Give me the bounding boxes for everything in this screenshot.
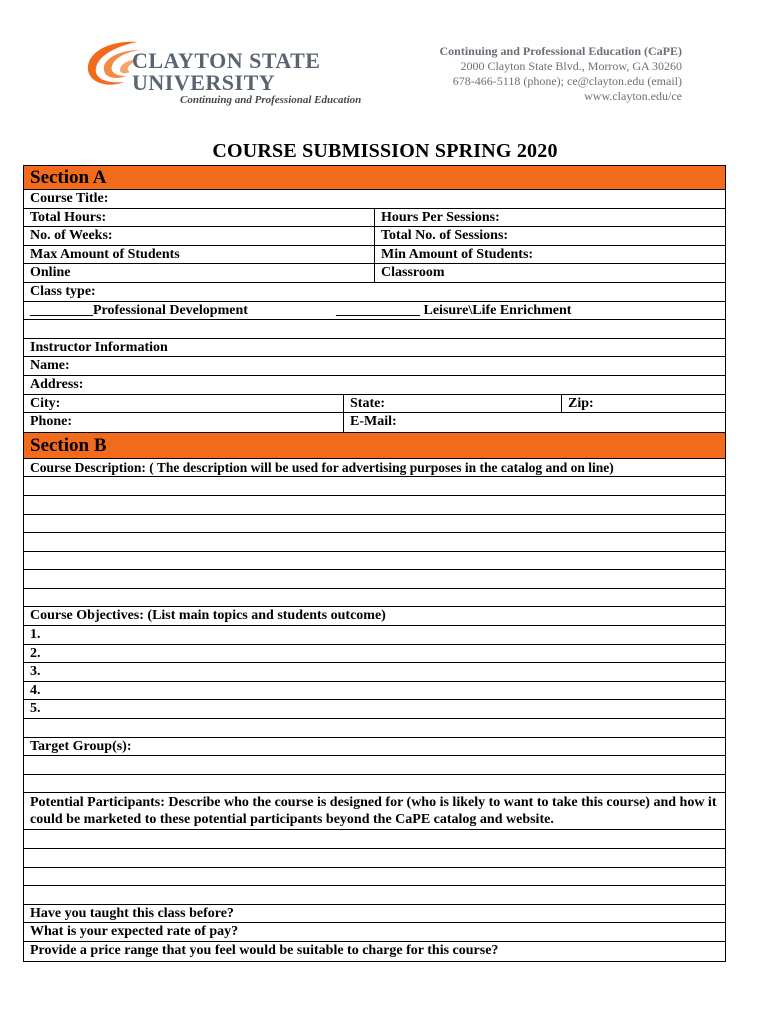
logo-line-1: CLAYTON STATE (132, 48, 321, 73)
objective-number: 1. (30, 627, 41, 643)
course-objectives-label: Course Objectives: (List main topics and students outcome) (30, 608, 386, 624)
objective-number: 3. (30, 664, 41, 680)
course-title-label: Course Title: (30, 191, 109, 206)
logo-tagline: Continuing and Professional Education (180, 94, 362, 106)
objective-item[interactable] (24, 682, 725, 701)
objective-number: 2. (30, 645, 41, 661)
city-state-zip-row (24, 395, 725, 414)
city-field[interactable]: City: (30, 395, 61, 411)
taught-before-row[interactable] (24, 905, 725, 924)
total-sessions-field[interactable]: Total No. of Sessions: (374, 227, 725, 245)
clayton-state-logo (82, 36, 362, 108)
name-row[interactable] (24, 357, 725, 376)
course-description-row (24, 459, 725, 478)
course-description-label: Course Description: ( The description will be used for advertising purposes in the catalog and on line) (30, 459, 614, 475)
blank-row (24, 775, 725, 794)
objective-number: 4. (30, 682, 41, 698)
course-submission-form (23, 165, 726, 962)
description-line[interactable] (24, 589, 725, 608)
description-line[interactable] (24, 477, 725, 496)
potential-participants-label: Potential Participants: Describe who the course is designed for (who is likely to want to take this course) and how it could be marketed to these potential participants beyond the CaPE catalog and website. (30, 795, 717, 828)
target-groups-label: Target Group(s): (30, 738, 132, 754)
description-line[interactable] (24, 496, 725, 515)
logo-line-2: UNIVERSITY (132, 70, 276, 95)
course-objectives-row (24, 607, 725, 626)
blank-row (24, 320, 725, 339)
instructor-info-row (24, 339, 725, 358)
section-a-heading: Section A (24, 166, 725, 190)
delivery-row (24, 264, 725, 283)
leisure-enrichment-option[interactable]: ____________ Leisure\Life Enrichment (336, 302, 572, 318)
hours-row (24, 209, 725, 228)
name-label: Name: (30, 358, 70, 374)
objective-item[interactable] (24, 700, 725, 719)
potential-participants-row (24, 793, 725, 830)
expected-rate-label: What is your expected rate of pay? (30, 924, 239, 940)
online-option[interactable]: Online (30, 265, 71, 281)
objective-item[interactable] (24, 626, 725, 645)
taught-before-label: Have you taught this class before? (30, 905, 234, 921)
class-type-label: Class type: (30, 283, 96, 299)
hours-per-sessions-field[interactable]: Hours Per Sessions: (374, 209, 725, 227)
contact-address: 2000 Clayton State Blvd., Morrow, GA 30260 (460, 59, 682, 73)
blank-row (24, 719, 725, 738)
objective-item[interactable] (24, 645, 725, 664)
state-field[interactable]: State: (343, 395, 562, 413)
address-row[interactable] (24, 376, 725, 395)
objective-item[interactable] (24, 663, 725, 682)
participants-line[interactable] (24, 830, 725, 849)
weeks-row (24, 227, 725, 246)
description-line[interactable] (24, 570, 725, 589)
participants-line[interactable] (24, 868, 725, 887)
professional-development-option[interactable]: _________Professional Development (30, 302, 248, 318)
expected-rate-row[interactable] (24, 923, 725, 942)
zip-field[interactable]: Zip: (561, 395, 725, 413)
class-type-options-row (24, 302, 725, 321)
document-title: COURSE SUBMISSION SPRING 2020 (212, 140, 558, 162)
instructor-info-label: Instructor Information (30, 339, 168, 355)
section-b-heading: Section B (24, 432, 725, 459)
objective-number: 5. (30, 701, 41, 717)
participants-line[interactable] (24, 886, 725, 905)
max-students-field[interactable]: Max Amount of Students (30, 246, 180, 262)
students-row (24, 246, 725, 265)
contact-website: www.clayton.edu/ce (584, 89, 682, 103)
participants-line[interactable] (24, 849, 725, 868)
price-range-label: Provide a price range that you feel would be suitable to charge for this course? (30, 942, 499, 958)
description-line[interactable] (24, 515, 725, 534)
contact-phone-email: 678-466-5118 (phone); ce@clayton.edu (email) (452, 74, 682, 88)
contact-block (440, 44, 683, 104)
description-line[interactable] (24, 552, 725, 571)
target-groups-line[interactable] (24, 756, 725, 775)
description-line[interactable] (24, 533, 725, 552)
class-type-row (24, 283, 725, 302)
no-of-weeks-field[interactable]: No. of Weeks: (30, 228, 113, 244)
phone-field[interactable]: Phone: (30, 414, 72, 430)
address-label: Address: (30, 376, 84, 392)
total-hours-field[interactable]: Total Hours: (30, 209, 107, 225)
email-field[interactable]: E-Mail: (343, 413, 725, 432)
course-title-row[interactable] (24, 190, 725, 209)
min-students-field[interactable]: Min Amount of Students: (374, 246, 725, 264)
target-groups-row (24, 738, 725, 757)
price-range-row[interactable] (24, 942, 725, 961)
contact-org: Continuing and Professional Education (CaPE) (439, 44, 682, 58)
classroom-option[interactable]: Classroom (374, 264, 725, 282)
phone-email-row (24, 413, 725, 432)
